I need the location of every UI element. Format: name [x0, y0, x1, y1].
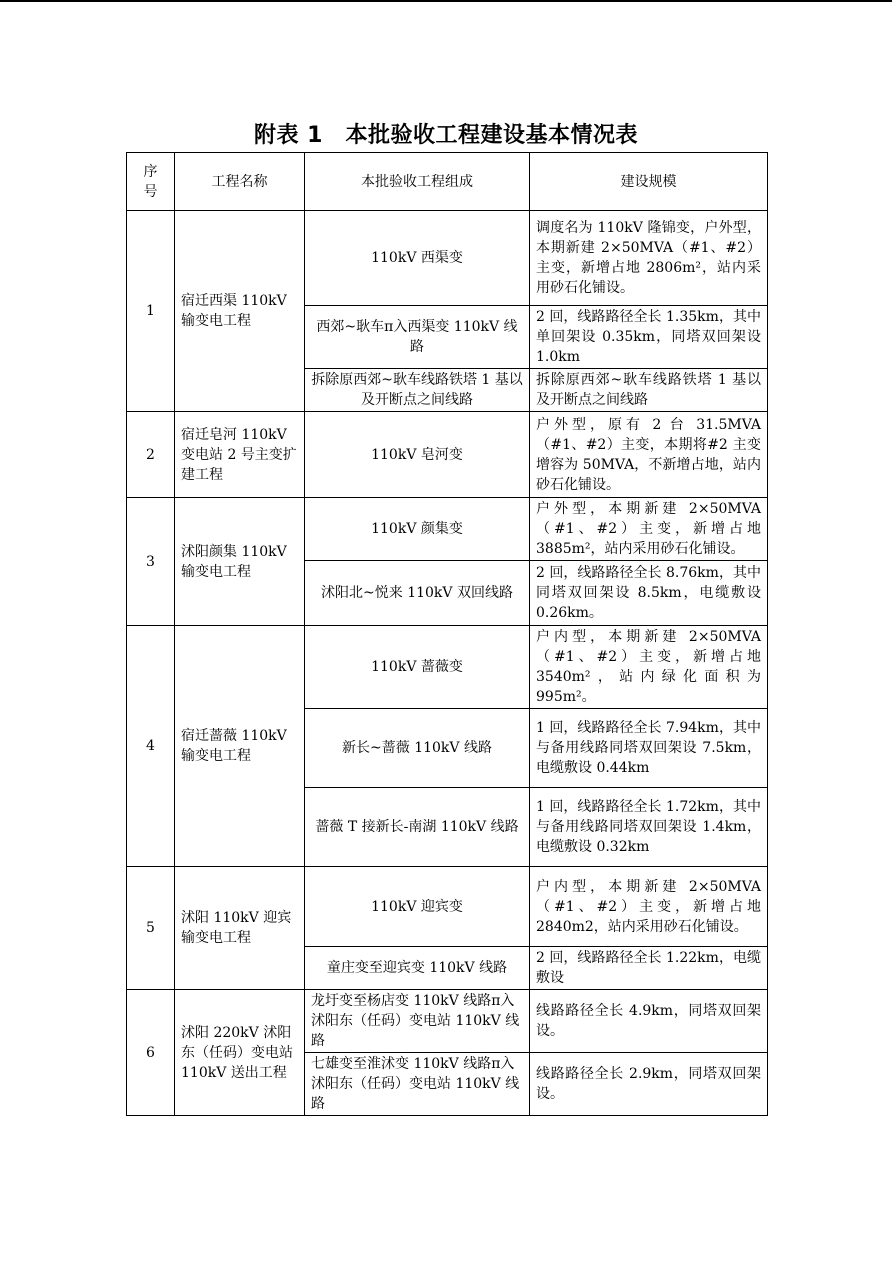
- header-composition: 本批验收工程组成: [305, 153, 530, 211]
- scale-cell: 户内型，本期新建 2×50MVA（#1、#2）主变，新增占地 2840m2，站内采用砂石化铺设。: [530, 867, 768, 947]
- scale-cell: 2 回，线路路径全长 1.22km，电缆敷设: [530, 947, 768, 990]
- scale-cell: 1 回，线路路径全长 1.72km，其中与备用线路同塔双回架设 1.4km，电缆敷设 0.32km: [530, 788, 768, 867]
- scale-cell: 1 回，线路路径全长 7.94km，其中与备用线路同塔双回架设 7.5km，电缆敷设 0.44km: [530, 709, 768, 788]
- table-row: [127, 498, 768, 561]
- scale-cell: 线路路径全长 2.9km，同塔双回架设。: [530, 1053, 768, 1116]
- project-name: 沭阳 110kV 迎宾输变电工程: [175, 867, 305, 990]
- composition-cell: 110kV 迎宾变: [305, 867, 530, 947]
- scale-cell: 户外型，本期新建 2×50MVA（#1、#2）主变，新增占地 3885m²，站内采用砂石化铺设。: [530, 498, 768, 561]
- composition-cell: 拆除原西郊~耿车线路铁塔 1 基以及开断点之间线路: [305, 369, 530, 412]
- project-table: [126, 152, 768, 1116]
- composition-cell: 110kV 皂河变: [305, 412, 530, 498]
- composition-cell: 110kV 颜集变: [305, 498, 530, 561]
- scale-cell: 户内型，本期新建 2×50MVA（#1、#2）主变，新增占地 3540m²，站内绿化面积为 995m²。: [530, 626, 768, 709]
- scale-cell: 2 回，线路路径全长 1.35km，其中单回架设 0.35km，同塔双回架设 1.0km: [530, 306, 768, 369]
- page-top-border: [0, 0, 892, 2]
- table-row: [127, 211, 768, 306]
- header-scale: 建设规模: [530, 153, 768, 211]
- project-no: 4: [127, 626, 175, 867]
- composition-cell: 龙圩变至杨店变 110kV 线路π入沭阳东（任码）变电站 110kV 线路: [305, 990, 530, 1053]
- project-no: 5: [127, 867, 175, 990]
- composition-cell: 童庄变至迎宾变 110kV 线路: [305, 947, 530, 990]
- scale-cell: 户外型，原有 2 台 31.5MVA（#1、#2）主变，本期将#2 主变增容为 50MVA，不新增占地，站内砂石化铺设。: [530, 412, 768, 498]
- header-row: [127, 153, 768, 211]
- header-no: 序号: [127, 153, 175, 211]
- project-no: 2: [127, 412, 175, 498]
- header-name: 工程名称: [175, 153, 305, 211]
- composition-cell: 新长~蔷薇 110kV 线路: [305, 709, 530, 788]
- project-no: 3: [127, 498, 175, 626]
- scale-cell: 拆除原西郊~耿车线路铁塔 1 基以及开断点之间线路: [530, 369, 768, 412]
- table-row: [127, 412, 768, 498]
- project-no: 1: [127, 211, 175, 412]
- composition-cell: 西郊~耿车π入西渠变 110kV 线路: [305, 306, 530, 369]
- composition-cell: 110kV 蔷薇变: [305, 626, 530, 709]
- table-row: [127, 626, 768, 709]
- project-name: 宿迁皂河 110kV 变电站 2 号主变扩建工程: [175, 412, 305, 498]
- scale-cell: 线路路径全长 4.9km，同塔双回架设。: [530, 990, 768, 1053]
- project-name: 宿迁蔷薇 110kV 输变电工程: [175, 626, 305, 867]
- project-name: 沭阳 220kV 沭阳东（任码）变电站 110kV 送出工程: [175, 990, 305, 1116]
- project-name: 沭阳颜集 110kV 输变电工程: [175, 498, 305, 626]
- scale-cell: 调度名为 110kV 隆锦变，户外型，本期新建 2×50MVA（#1、#2）主变，新增占地 2806m²，站内采用砂石化铺设。: [530, 211, 768, 306]
- project-name: 宿迁西渠 110kV 输变电工程: [175, 211, 305, 412]
- table-row: [127, 867, 768, 947]
- project-no: 6: [127, 990, 175, 1116]
- composition-cell: 七雄变至淮沭变 110kV 线路π入沭阳东（任码）变电站 110kV 线路: [305, 1053, 530, 1116]
- table-row: [127, 990, 768, 1053]
- composition-cell: 110kV 西渠变: [305, 211, 530, 306]
- scale-cell: 2 回，线路路径全长 8.76km，其中同塔双回架设 8.5km，电缆敷设 0.26km。: [530, 561, 768, 626]
- composition-cell: 蔷薇 T 接新长-南湖 110kV 线路: [305, 788, 530, 867]
- page-title: 附表 1 本批验收工程建设基本情况表: [254, 123, 638, 148]
- composition-cell: 沭阳北~悦来 110kV 双回线路: [305, 561, 530, 626]
